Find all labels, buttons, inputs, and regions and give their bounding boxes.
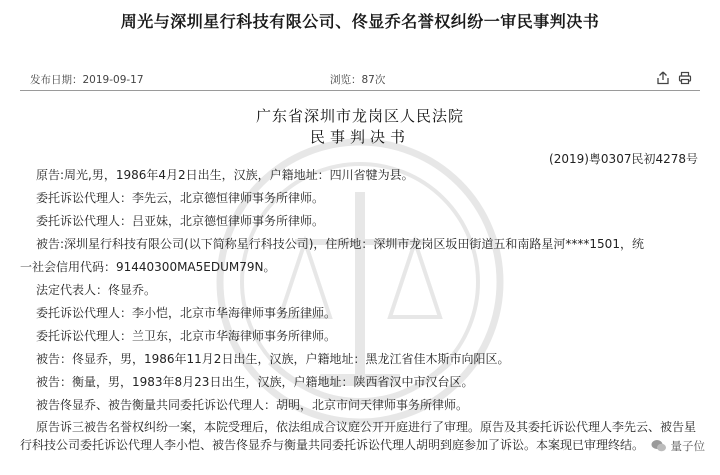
defendant-heng-line: 被告：衡量，男，1983年8月23日出生，汉族，户籍地址：陕西省汉中市汉台区。 [36,375,474,389]
wechat-icon [651,439,667,453]
share-icon[interactable] [656,71,670,85]
defendant-tong-line: 被告：佟显乔，男，1986年11月2日出生，汉族，户籍地址：黑龙江省佳木斯市向阳区。 [36,352,510,366]
defendant-company-credit-code: 一社会信用代码：91440300MA5EDUM79N。 [20,260,276,274]
plaintiff-agent-1: 委托诉讼代理人：李先云，北京德恒律师事务所律师。 [36,191,325,205]
wechat-source-label: 量子位 [670,439,705,453]
doc-title: 周光与深圳星行科技有限公司、佟显乔名誉权纠纷一审民事判决书 [120,12,600,31]
plaintiff-agent-2: 委托诉讼代理人：吕亚妹，北京德恒律师事务所律师。 [36,214,325,228]
view-count: 浏览：87次 [330,74,386,86]
legal-representative: 法定代表人：佟显乔。 [36,283,157,297]
defendant-company-line: 被告:深圳星行科技有限公司(以下简称星行科技公司)，住所地：深圳市龙岗区坂田街道五和南路星河****1501，统 [36,237,644,251]
print-icon[interactable] [678,71,692,85]
joint-agent-line: 被告佟显乔、被告衡量共同委托诉讼代理人：胡明，北京市问天律师事务所律师。 [36,398,469,412]
case-summary-paragraph: 原告诉三被告名誉权纠纷一案，本院受理后，依法组成合议庭公开开庭进行了审理。原告及其委托诉讼代理人李先云、被告星行科技公司委托诉讼代理人李小恺、被告佟显乔与衡量共同委托诉讼代理人胡明到庭参加了诉讼。本案现已审理终结。 [20,420,697,452]
header-divider [20,90,700,91]
action-icons [656,71,692,85]
case-number: (2019)粤0307民初4278号 [549,152,698,166]
publish-date: 发布日期：2019-09-17 [30,74,144,86]
document-type: 民事判决书 [309,128,410,146]
wechat-source-badge [648,437,709,455]
meta-bar [0,68,720,88]
company-agent-2: 委托诉讼代理人：兰卫东，北京市华海律师事务所律师。 [36,329,337,343]
court-name: 广东省深圳市龙岗区人民法院 [255,107,464,125]
company-agent-1: 委托诉讼代理人：李小恺，北京市华海律师事务所律师。 [36,306,337,320]
plaintiff-line: 原告:周光,男，1986年4月2日出生，汉族，户籍地址：四川省犍为县。 [36,168,414,182]
